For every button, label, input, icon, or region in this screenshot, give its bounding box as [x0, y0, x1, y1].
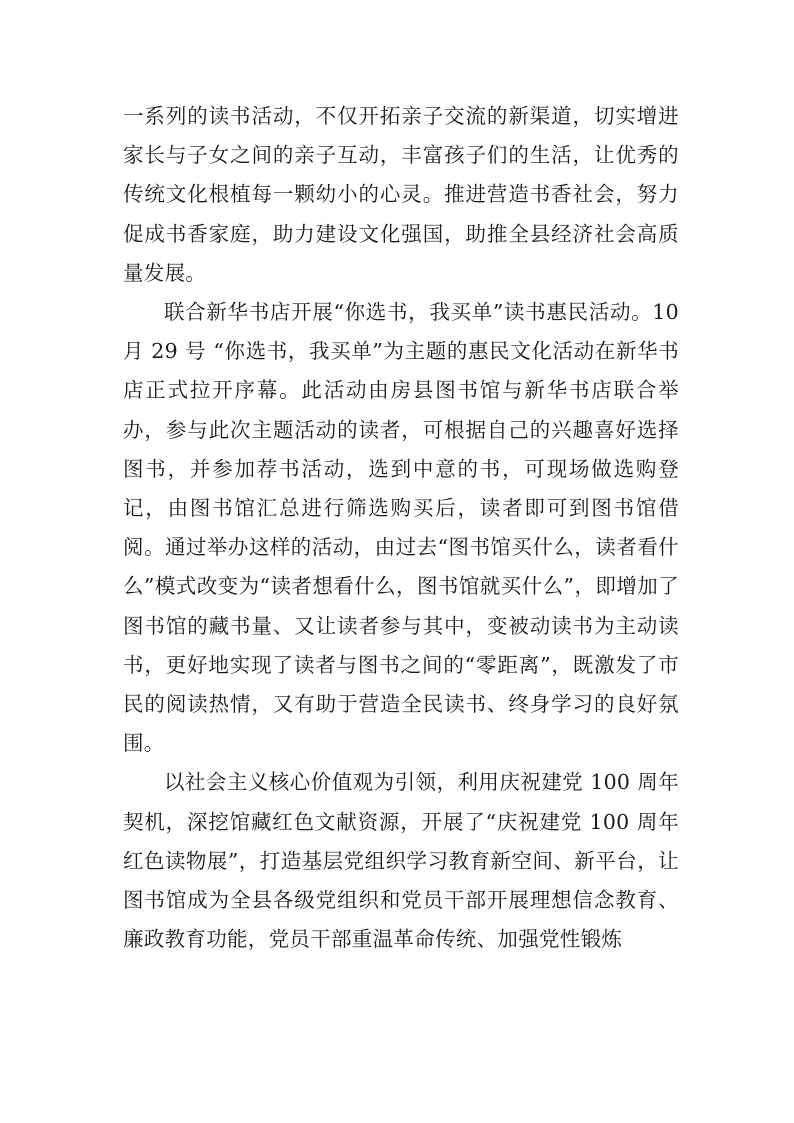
- paragraph-3: 以社会主义核心价值观为引领，利用庆祝建党 100 周年契机，深挖馆藏红色文献资源，开展了“庆祝建党 100 周年红色读物展”，打造基层党组织学习教育新空间、新平台，让图书馆成为全县各级党组织和党员干部开展理想信念教育、廉政教育功能，党员干部重温革命传统、加强党性锻炼: [123, 770, 679, 952]
- paragraph-1: 一系列的读书活动，不仅开拓亲子交流的新渠道，切实增进家长与子女之间的亲子互动，丰富孩子们的生活，让优秀的传统文化根植每一颗幼小的心灵。推进营造书香社会，努力促成书香家庭，助力建设文化强国，助推全县经济社会高质量发展。: [123, 104, 679, 285]
- document-body: [123, 97, 679, 959]
- paragraph-2: 联合新华书店开展“你选书，我买单”读书惠民活动。10 月 29 号 “你选书，我买单”为主题的惠民文化活动在新华书店正式拉开序幕。此活动由房县图书馆与新华书店联合举办，参与此次主题活动的读者，可根据自己的兴趣喜好选择图书，并参加荐书活动，选到中意的书，可现场做选购登记，由图书馆汇总进行筛选购买后，读者即可到图书馆借阅。通过举办这样的活动，由过去“图书馆买什么，读者看什么”模式改变为“读者想看什么，图书馆就买什么”，即增加了图书馆的藏书量、又让读者参与其中，变被动读书为主动读书，更好地实现了读者与图书之间的“零距离”，既激发了市民的阅读热情，又有助于营造全民读书、终身学习的良好氛围。: [123, 300, 679, 756]
